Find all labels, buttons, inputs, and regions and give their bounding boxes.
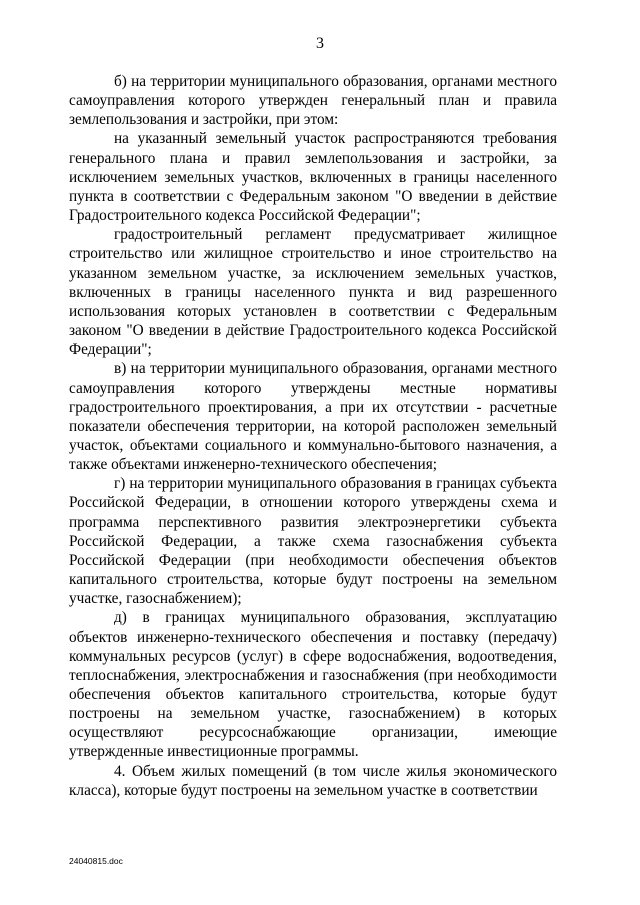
paragraph-v: в) на территории муниципального образования, органами местного самоуправления которого утверждены местные нормативы градостроительного проектирования, а при их отсутствии - расчетные показатели обеспечения территории, на которой расположен земельный участок, объектами социального и коммунально-бытового назначения, а также объектами инженерно-технического обеспечения; xyxy=(69,360,557,474)
paragraph-b-requirements: на указанный земельный участок распространяются требования генерального плана и правил землепользования и застройки, за исключением земельных участков, включенных в границы населенного пункта в соответствии с Федеральным законом "О введении в действие Градостроительного кодекса Российской Федерации"; xyxy=(69,130,557,225)
footer-filename: 24040815.doc xyxy=(69,856,123,866)
paragraph-d: д) в границах муниципального образования, эксплуатацию объектов инженерно-технического обеспечения и поставку (передачу) коммунальных ресурсов (услуг) в сфере водоснабжения, водоотведения, теплоснабжения, электроснабжения и газоснабжения (при необходимости обеспечения объектов капитального строительства, которые будут построены на земельном участке, газоснабжением) в которых осуществляют ресурсоснабжающие организации, имеющие утвержденные инвестиционные программы. xyxy=(69,609,557,761)
paragraph-b-regulation: градостроительный регламент предусматривает жилищное строительство или жилищное строительство и иное строительство на указанном земельном участке, за исключением земельных участков, включенных в границы населенного пункта и вид разрешенного использования которых установлен в соответствии с Федеральным законом "О введении в действие Градостроительного кодекса Российской Федерации"; xyxy=(69,226,557,359)
page-number: 3 xyxy=(316,35,324,52)
paragraph-4: 4. Объем жилых помещений (в том числе жилья экономического класса), которые будут построены на земельном участке в соответствии xyxy=(69,762,557,799)
paragraph-g: г) на территории муниципального образования в границах субъекта Российской Федерации, в отношении которого утверждены схема и программа перспективного развития электроэнергетики субъекта Российской Федерации, а также схема газоснабжения субъекта Российской Федерации (при необходимости обеспечения объектов капитального строительства, которые будут построены на земельном участке, газоснабжением); xyxy=(69,475,557,608)
paragraph-b: б) на территории муниципального образования, органами местного самоуправления которого утвержден генеральный план и правила землепользования и застройки, при этом: xyxy=(69,73,557,129)
document-body xyxy=(69,72,557,800)
